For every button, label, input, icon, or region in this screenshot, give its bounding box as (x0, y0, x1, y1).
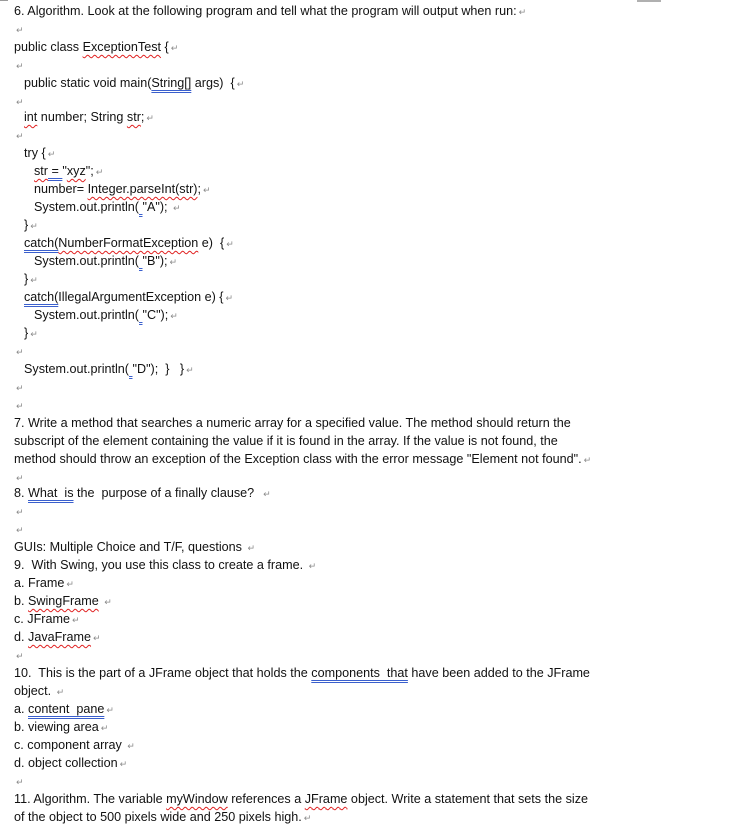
question-6-title (14, 2, 526, 20)
spell-error: SwingFrame (28, 594, 99, 608)
text-span: c. component array (14, 738, 126, 752)
paragraph-mark-icon: ↵ (173, 203, 181, 213)
gui-section-heading (14, 538, 255, 556)
code-line (24, 270, 38, 288)
grammar-flag: content pane (28, 702, 105, 716)
paragraph-mark-icon: ↵ (202, 185, 211, 195)
paragraph-mark-icon: ↵ (303, 813, 312, 823)
question-8 (14, 484, 271, 502)
text-span: b. viewing area (14, 720, 99, 734)
paragraph-mark-icon: ↵ (127, 741, 135, 751)
text-span: "A"); (142, 200, 172, 214)
code-line (24, 216, 38, 234)
question-7 (14, 432, 558, 450)
text-span: args) { (191, 76, 235, 90)
text-span: public static void main( (24, 76, 152, 90)
text-span: references a (227, 792, 305, 806)
question-10 (14, 682, 64, 700)
paragraph-mark-icon: ↵ (104, 597, 112, 607)
choice-b (14, 718, 108, 736)
question-11 (14, 790, 588, 808)
text-span: d. object collection (14, 756, 118, 770)
paragraph-mark-icon: ↵ (16, 777, 24, 787)
code-line (24, 324, 38, 342)
text-span: } (24, 326, 29, 340)
paragraph-mark-icon: ↵ (95, 167, 104, 177)
choice-a (14, 700, 114, 718)
text-span: System.out.println( (34, 200, 139, 214)
text-span: IllegalArgumentException e) { (58, 290, 224, 304)
paragraph-mark-icon: ↵ (169, 257, 178, 267)
code-line (24, 108, 154, 126)
text-span: e) { (198, 236, 225, 250)
text-span: a. (14, 702, 29, 716)
paragraph-mark-icon: ↵ (119, 759, 128, 769)
code-line (24, 360, 194, 378)
spell-error: str (34, 164, 48, 178)
question-7 (14, 414, 571, 432)
paragraph-mark-icon: ↵ (47, 149, 56, 159)
paragraph-mark-icon: ↵ (16, 25, 24, 35)
code-line (34, 198, 181, 216)
paragraph-mark-icon: ↵ (71, 615, 80, 625)
grammar-flag: catch( (24, 236, 59, 250)
grammar-flag: What is (28, 486, 74, 500)
code-line (24, 288, 233, 306)
paragraph-mark-icon: ↵ (146, 113, 154, 123)
text-span: try { (24, 146, 46, 160)
spell-error: JavaFrame (28, 630, 92, 644)
text-span: object. Write a statement that sets the size (347, 792, 588, 806)
spell-error: xyz (66, 164, 86, 178)
paragraph-mark-icon: ↵ (186, 365, 194, 375)
empty-paragraph (14, 126, 24, 144)
empty-paragraph (14, 342, 24, 360)
spell-error: int (24, 110, 38, 124)
grammar-flag: String[] (151, 76, 192, 90)
empty-paragraph (14, 396, 24, 414)
paragraph-mark-icon: ↵ (16, 525, 24, 535)
text-span: have been added to the JFrame (407, 666, 590, 680)
code-line (14, 38, 178, 56)
paragraph-mark-icon: ↵ (225, 293, 234, 303)
text-span: "C"); (142, 308, 169, 322)
text-span: "B"); (142, 254, 168, 268)
grammar-flag: = (48, 164, 63, 178)
paragraph-mark-icon: ↵ (30, 275, 38, 285)
text-span: System.out.println( (24, 362, 129, 376)
choice-d (14, 754, 127, 772)
paragraph-mark-icon: ↵ (106, 705, 114, 715)
empty-paragraph (14, 20, 24, 38)
spell-error: ExceptionTest (82, 40, 162, 54)
question-11 (14, 808, 311, 826)
text-span: } (24, 218, 29, 232)
code-line (34, 180, 211, 198)
text-span (99, 594, 103, 608)
choice-d (14, 628, 101, 646)
grammar-flag: components that (311, 666, 408, 680)
text-span: ; (197, 182, 201, 196)
paragraph-mark-icon: ↵ (16, 473, 24, 483)
empty-paragraph (14, 520, 24, 538)
paragraph-mark-icon: ↵ (100, 723, 109, 733)
text-span: "D"); } } (132, 362, 185, 376)
text-span: d. (14, 630, 29, 644)
text-span: 7. Write a method that searches a numeric array for a specified value. The method should return the (14, 416, 571, 430)
text-span: GUIs: Multiple Choice and T/F, questions (14, 540, 246, 554)
paragraph-mark-icon: ↵ (30, 221, 38, 231)
spell-error: str (126, 110, 141, 124)
question-9 (14, 556, 316, 574)
question-7 (14, 450, 591, 468)
paragraph-mark-icon: ↵ (16, 61, 24, 71)
empty-paragraph (14, 378, 24, 396)
spell-error: myWindow (166, 792, 228, 806)
text-span: b. (14, 594, 29, 608)
code-line (34, 252, 177, 270)
paragraph-mark-icon: ↵ (263, 489, 271, 499)
paragraph-mark-icon: ↵ (56, 687, 65, 697)
code-line (34, 306, 178, 324)
paragraph-mark-icon: ↵ (170, 311, 178, 321)
paragraph-mark-icon: ↵ (170, 43, 179, 53)
paragraph-mark-icon: ↵ (16, 401, 24, 411)
code-line (24, 144, 55, 162)
text-span: "; (85, 164, 94, 178)
empty-paragraph (14, 646, 24, 664)
paragraph-mark-icon: ↵ (308, 561, 317, 571)
paragraph-mark-icon: ↵ (93, 633, 101, 643)
paragraph-mark-icon: ↵ (16, 651, 24, 661)
paragraph-mark-icon: ↵ (583, 455, 592, 465)
paragraph-mark-icon: ↵ (30, 329, 38, 339)
empty-paragraph (14, 92, 24, 110)
paragraph-mark-icon: ↵ (16, 97, 24, 107)
text-span: method should throw an exception of the Exception class with the error message "Element not found". (14, 452, 582, 466)
empty-paragraph (14, 772, 24, 790)
question-10 (14, 664, 590, 682)
empty-paragraph (14, 56, 24, 74)
paragraph-mark-icon: ↵ (16, 383, 24, 393)
text-span: } (24, 272, 29, 286)
paragraph-mark-icon: ↵ (66, 579, 74, 589)
text-span: 10. This is the part of a JFrame object that holds the (14, 666, 312, 680)
empty-paragraph (14, 502, 24, 520)
paragraph-mark-icon: ↵ (226, 239, 234, 249)
code-line (34, 162, 103, 180)
text-span: number= (34, 182, 88, 196)
text-span: public class (14, 40, 83, 54)
text-span: System.out.println( (34, 308, 139, 322)
spell-error: JFrame (304, 792, 348, 806)
paragraph-mark-icon: ↵ (236, 79, 245, 89)
grammar-flag: catch( (24, 290, 59, 304)
text-span: 9. With Swing, you use this class to create a frame. (14, 558, 307, 572)
paragraph-mark-icon: ↵ (16, 131, 24, 141)
text-span: System.out.println( (34, 254, 139, 268)
spell-error: Integer.parseInt(str) (87, 182, 198, 196)
text-span: 8. (14, 486, 29, 500)
paragraph-mark-icon: ↵ (247, 543, 256, 553)
text-span: { (161, 40, 169, 54)
code-line (24, 234, 234, 252)
scroll-indicator (637, 0, 661, 2)
page-corner-mark (0, 0, 8, 1)
choice-c (14, 736, 135, 754)
choice-c (14, 610, 80, 628)
spell-error: NumberFormatException (58, 236, 199, 250)
code-line (24, 74, 244, 92)
text-span: 11. Algorithm. The variable (14, 792, 167, 806)
choice-b (14, 592, 112, 610)
text-span: 6. Algorithm. Look at the following program and tell what the program will output when run: (14, 4, 517, 18)
paragraph-mark-icon: ↵ (518, 7, 527, 17)
text-span: object. (14, 684, 55, 698)
text-span: c. JFrame (14, 612, 70, 626)
text-span: " (62, 164, 67, 178)
paragraph-mark-icon: ↵ (16, 347, 24, 357)
text-span: a. Frame (14, 576, 65, 590)
text-span: subscript of the element containing the value if it is found in the array. If the value is not found, the (14, 434, 558, 448)
paragraph-mark-icon: ↵ (16, 507, 24, 517)
text-span: of the object to 500 pixels wide and 250 pixels high. (14, 810, 302, 824)
text-span: the purpose of a finally clause? (73, 486, 262, 500)
text-span: ; (140, 110, 145, 124)
text-span: number; String (37, 110, 127, 124)
choice-a (14, 574, 74, 592)
